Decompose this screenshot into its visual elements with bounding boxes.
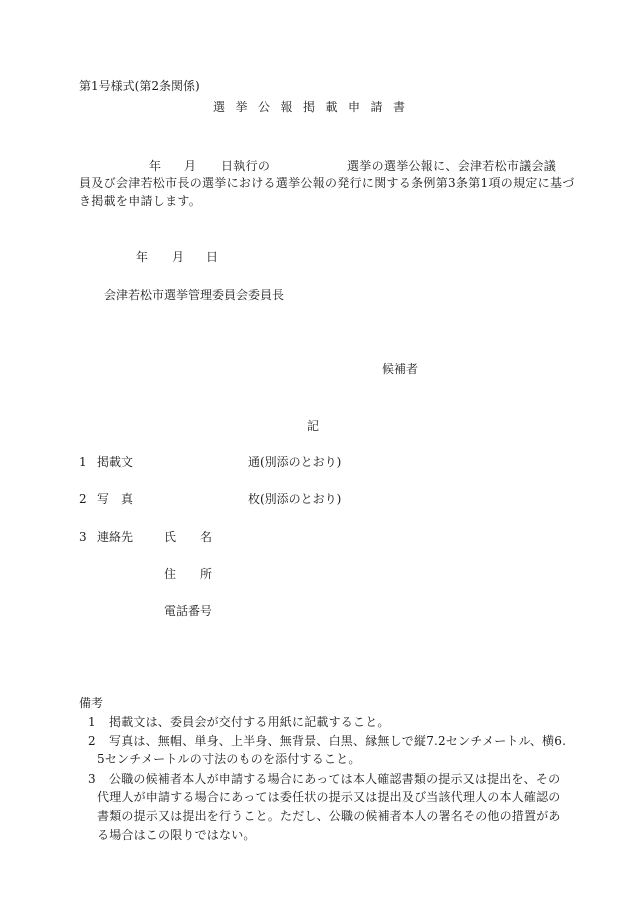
application-date: [0, 251, 630, 265]
form-number: 第1号様式(第2条関係): [79, 79, 200, 93]
item-no: 3: [79, 530, 87, 544]
item-label: 掲載文: [97, 455, 134, 469]
remark-number: 2: [88, 734, 96, 748]
remark-text: 公職の候補者本人が申請する場合にあっては本人確認書類の提示又は提出を、その: [109, 772, 561, 786]
item-value: 枚(別添のとおり): [248, 492, 342, 506]
paragraph-line-1: [79, 160, 559, 174]
remark-number: 3: [88, 772, 96, 786]
remark-item: [88, 734, 567, 749]
contact-phone-label: 電話番号: [164, 604, 213, 618]
remark-continuation: る場合はこの限りではない。: [97, 828, 256, 842]
remark-continuation: 書類の提示又は提出を行うこと。ただし、公職の候補者本人の署名その他の措置があ: [97, 809, 561, 823]
item-value: 通(別添のとおり): [248, 455, 342, 469]
item-no: 1: [79, 455, 87, 469]
addressee: 会津若松市選挙管理委員会委員長: [104, 288, 285, 302]
date-day: 日: [206, 250, 219, 264]
line1-rest: 選挙の選挙公報に、会津若松市議会議: [347, 159, 557, 173]
remark-item: [88, 716, 558, 730]
blank-year: 年: [149, 159, 162, 173]
remark-text: 写真は、無帽、単身、上半身、無背景、白黒、縁無しで縦7.2センチメートル、横6.: [109, 734, 567, 748]
remarks-title: 備考: [79, 696, 104, 710]
item-label: 写 真: [97, 492, 134, 506]
remark-number: 1: [88, 715, 96, 729]
paragraph-line-3: き掲載を申請します。: [79, 194, 202, 208]
blank-day-held: 日執行の: [221, 159, 271, 173]
item-no: 2: [79, 492, 87, 506]
paragraph-line-2: 員及び会津若松市長の選挙における選挙公報の発行に関する条例第3条第1項の規定に基づ: [79, 176, 575, 190]
document-title: 選挙公報掲載申請書: [213, 100, 416, 114]
item-label: 連絡先: [97, 530, 134, 544]
contact-name-label: 氏 名: [164, 530, 213, 544]
ki-label: 記: [307, 419, 320, 433]
remark-item: [88, 772, 561, 787]
blank-month: 月: [184, 159, 197, 173]
remark-text: 掲載文は、委員会が交付する用紙に記載すること。: [109, 715, 390, 729]
candidate-label: 候補者: [382, 362, 419, 376]
date-month: 月: [172, 250, 185, 264]
date-year: 年: [136, 250, 149, 264]
remark-continuation: 5センチメートルの寸法のものを添付すること。: [97, 752, 361, 766]
remark-continuation: 代理人が申請する場合にあっては委任状の提示又は提出及び当該代理人の本人確認の: [97, 790, 561, 804]
contact-address-label: 住 所: [164, 567, 213, 581]
